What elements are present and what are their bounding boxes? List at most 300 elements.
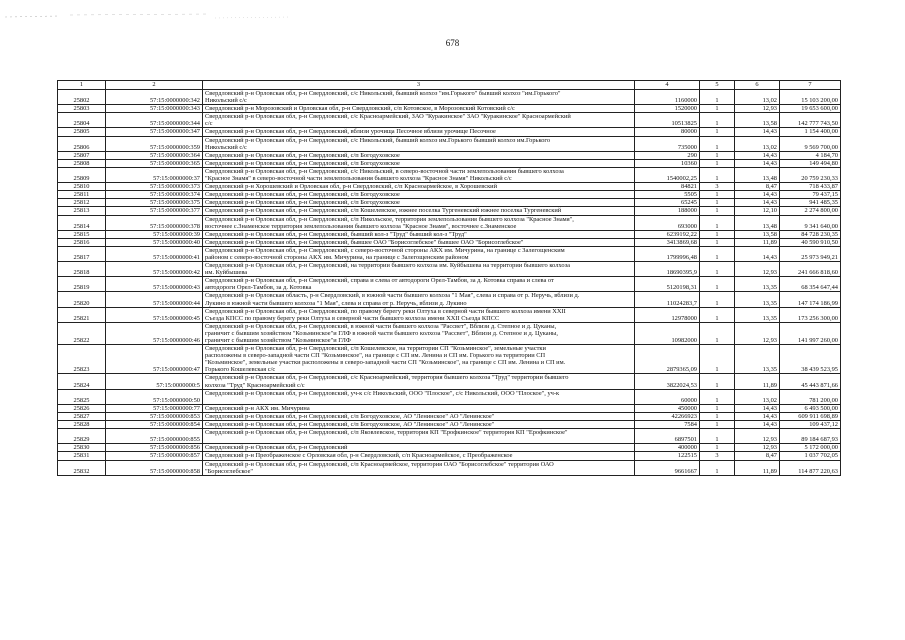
rate-value: 8,47: [735, 183, 780, 191]
location-description: [203, 262, 635, 277]
table-row: [58, 159, 841, 167]
description-line: Лукино в южной части бывшего колхоза "1 Мая", слева и справа от р. Неручь, вблизи д. Лукино: [205, 299, 467, 307]
row-number: 25826: [58, 404, 106, 412]
header-row: [58, 81, 841, 90]
total-value: 68 354 647,44: [780, 277, 841, 292]
description-line: граничит с бывшим хозяйством "Козьминское"и ГЛФ: [205, 337, 351, 344]
coefficient: 1: [700, 460, 735, 475]
description-line: Свердловский р-н Орловская обл, р-н Свердловский, с/п Никольское, территория землепользования бывшего колхоза "Красное Знамя",: [205, 215, 574, 223]
land-register-table: [57, 80, 841, 476]
description-line: Свердловский р-н Орловская обл, р-н Свердловский, по правому берегу реки Олтуха в северной части бывшего колхоза имени XXII: [205, 307, 566, 315]
location-description: [203, 452, 635, 460]
rate-value: 11,89: [735, 460, 780, 475]
cadastral-number: 57:15:0000000:347: [106, 128, 203, 136]
row-number: 25827: [58, 412, 106, 420]
page-number: 678: [445, 38, 460, 48]
table-body: [58, 90, 841, 476]
row-number: 25805: [58, 128, 106, 136]
total-value: 45 443 871,66: [780, 374, 841, 389]
total-value: 20 759 230,33: [780, 167, 841, 182]
location-description: [203, 345, 635, 374]
table-row: [58, 345, 841, 374]
area-value: 122515: [635, 452, 700, 460]
location-description: [203, 128, 635, 136]
total-value: 9 341 640,00: [780, 215, 841, 230]
area-value: 290: [635, 151, 700, 159]
area-value: 1160000: [635, 90, 700, 105]
rate-value: 13,35: [735, 292, 780, 307]
rate-value: 14,43: [735, 412, 780, 420]
description-line: колхоза "Труд" Красноармейский с/с: [205, 381, 305, 389]
coefficient: 1: [700, 238, 735, 246]
description-line: с/с: [205, 120, 213, 128]
column-header-1: 1: [58, 81, 106, 90]
description-line: Свердловский р-н Орловская обл, р-н Свердловский: [205, 444, 348, 452]
location-description: [203, 238, 635, 246]
description-line: расположены в северо-западной части СП "Козьминское", на границе с СП им. Ленина и СП им. Горького на территории СП: [205, 352, 546, 360]
area-value: 7584: [635, 421, 700, 429]
rate-value: 12,93: [735, 429, 780, 444]
area-value: 3413869,68: [635, 238, 700, 246]
cadastral-number: 57:15:0000000:50: [106, 389, 203, 404]
area-value: 84821: [635, 183, 700, 191]
area-value: 42266923: [635, 412, 700, 420]
row-number: 25821: [58, 307, 106, 322]
cadastral-number: 57:15:0000000:342: [106, 90, 203, 105]
total-value: 941 485,35: [780, 199, 841, 207]
description-line: Свердловский р-н Орловская обл, р-н Свердловский, с/с Красноармейский, ЗАО "Куракинское" ЗАО "Куракинское" Красноармейский: [205, 113, 571, 121]
total-value: 609 911 698,89: [780, 412, 841, 420]
coefficient: 1: [700, 412, 735, 420]
coefficient: 1: [700, 230, 735, 238]
description-line: Свердловский р-н Орловская обл, р-н Свердловский, с/п Кошелевское, на территории СП "Козьминское", земельные участки: [205, 345, 546, 353]
cadastral-number: 57:15:0000000:344: [106, 113, 203, 128]
location-description: [203, 136, 635, 151]
row-number: 25803: [58, 105, 106, 113]
description-line: Свердловский р-н Орловская обл, р-н Свердловский, с/с Красноармейский, территория бывшего колхоза "Труд" территории бывшего: [205, 374, 569, 382]
total-value: 109 437,12: [780, 421, 841, 429]
row-number: 25829: [58, 429, 106, 444]
rate-value: 14,43: [735, 159, 780, 167]
coefficient: 1: [700, 345, 735, 374]
rate-value: 13,58: [735, 230, 780, 238]
total-value: 89 184 687,93: [780, 429, 841, 444]
description-line: Свердловский р-н Морозовский и Орловская обл, р-н Свердловский, с/п Котовское, в Морозовский Котовский с/с: [205, 105, 515, 113]
location-description: [203, 444, 635, 452]
description-line: им. Куйбышева: [205, 269, 248, 277]
table-row: [58, 151, 841, 159]
row-number: 25822: [58, 322, 106, 344]
row-number: 25818: [58, 262, 106, 277]
column-header-2: 2: [106, 81, 203, 90]
area-value: 60000: [635, 389, 700, 404]
location-description: [203, 389, 635, 404]
description-line: Свердловский р-н Орловская обл, р-н Свердловский, с/п Богодуховское, АО "Ленинское" АО "Ленинское": [205, 412, 495, 420]
location-description: [203, 230, 635, 238]
description-line: граничит с бывшим хозяйством "Козьминское"и ГЛФ в южной части бывшего колхоза "Рассвет", Вблизи д. Степное и д. Цуканы,: [205, 329, 558, 337]
rate-value: 8,47: [735, 452, 780, 460]
description-line: "Козьминское", земельные участки расположены в северо-западной части СП "Козьминское", на границе с СП им. Ленина и СП им.: [205, 359, 566, 367]
coefficient: 1: [700, 207, 735, 215]
row-number: 25815: [58, 230, 106, 238]
description-line: Свердловский р-н Орловская обл, р-н Свердловский, бывшее ОАО "Борисоглебское" бывшее ОАО "Борисоглебское": [205, 238, 524, 246]
description-line: [205, 397, 632, 404]
table-row: [58, 322, 841, 344]
area-value: 6239192,22: [635, 230, 700, 238]
table-row: [58, 452, 841, 460]
table-row: [58, 460, 841, 475]
row-number: 25814: [58, 215, 106, 230]
cadastral-number: 57:15:0000000:40: [106, 238, 203, 246]
column-header-7: 7: [780, 81, 841, 90]
row-number: 25810: [58, 183, 106, 191]
cadastral-number: 57:15:0000000:41: [106, 246, 203, 261]
row-number: 25804: [58, 113, 106, 128]
description-line: Свердловский р-н Орловская обл, р-н Свердловский, справа и слева от автодороги Орел-Тамбов, за д. Котовка справа и слева от: [205, 277, 554, 285]
description-line: Свердловский р-н Орловская обл, р-н Свердловский, с/п Яковлевское, территория КП "Ерофкинское" территория КП "Ерофкинское": [205, 429, 568, 437]
cadastral-number: 57:15:0000000:378: [106, 215, 203, 230]
row-number: 25817: [58, 246, 106, 261]
coefficient: 1: [700, 262, 735, 277]
total-value: 173 256 300,00: [780, 307, 841, 322]
area-value: 65245: [635, 199, 700, 207]
cadastral-number: 57:15:0000000:858: [106, 460, 203, 475]
area-value: 400000: [635, 444, 700, 452]
total-value: 9 569 700,00: [780, 136, 841, 151]
cadastral-number: 57:15:0000000:77: [106, 404, 203, 412]
location-description: [203, 207, 635, 215]
row-number: 25819: [58, 277, 106, 292]
description-line: "Борисоглебское": [205, 467, 254, 475]
rate-value: 13,35: [735, 345, 780, 374]
cadastral-number: 57:15:0000000:37: [106, 167, 203, 182]
row-number: 25831: [58, 452, 106, 460]
description-line: Свердловский р-н Орловская обл, р-н Свердловский, вблизи урочища Песочное вблизи урочище Песочное: [205, 128, 496, 136]
area-value: 735000: [635, 136, 700, 151]
area-value: 9661667: [635, 460, 700, 475]
description-line: Свердловский р-н Орловская обл, р-н Свердловский, с/п Красноармейское, территория ОАО "Борисоглебское" территория ОАО: [205, 460, 554, 468]
table-row: [58, 191, 841, 199]
coefficient: 1: [700, 277, 735, 292]
total-value: 147 174 186,99: [780, 292, 841, 307]
coefficient: 1: [700, 429, 735, 444]
rate-value: 13,58: [735, 113, 780, 128]
table-row: [58, 421, 841, 429]
coefficient: 1: [700, 159, 735, 167]
rate-value: 14,43: [735, 246, 780, 261]
location-description: [203, 246, 635, 261]
coefficient: 1: [700, 128, 735, 136]
cadastral-number: 57:15:0000000:365: [106, 159, 203, 167]
scan-noise-top: [0, 10, 905, 24]
coefficient: 1: [700, 374, 735, 389]
description-line: Свердловский р-н АКХ им. Мичурина: [205, 404, 310, 412]
total-value: 114 877 220,63: [780, 460, 841, 475]
total-value: 781 200,00: [780, 389, 841, 404]
rate-value: 14,43: [735, 199, 780, 207]
area-value: 6897501: [635, 429, 700, 444]
coefficient: 3: [700, 183, 735, 191]
coefficient: 1: [700, 307, 735, 322]
table-row: [58, 167, 841, 182]
location-description: [203, 374, 635, 389]
cadastral-number: 57:15:0000000:857: [106, 452, 203, 460]
table-row: [58, 444, 841, 452]
total-value: 6 493 500,00: [780, 404, 841, 412]
cadastral-number: 57:15:0000000:375: [106, 199, 203, 207]
location-description: [203, 292, 635, 307]
location-description: [203, 322, 635, 344]
description-line: Свердловский р-н Орловская область, р-н Свердловский, в южной части бывшего колхоза "1 Мая", слева и справа от р. Неручь, вблизи д.: [205, 292, 580, 300]
table-row: [58, 128, 841, 136]
location-description: [203, 460, 635, 475]
coefficient: 3: [700, 452, 735, 460]
row-number: 25809: [58, 167, 106, 182]
rate-value: 14,43: [735, 151, 780, 159]
description-line: районом с северо-восточной стороны АКХ им. Мичурина, на границе с Залегощенским районом: [205, 253, 469, 261]
table-row: [58, 215, 841, 230]
table-row: [58, 113, 841, 128]
location-description: [203, 307, 635, 322]
description-line: Свердловский р-н Орловская обл, р-н Свердловский, уч-к с/с Никольский, ООО "Плоское", с/с Никольский, ООО "Плоское", уч-к: [205, 389, 560, 397]
area-value: 10513825: [635, 113, 700, 128]
cadastral-number: 57:15:0000000:374: [106, 191, 203, 199]
area-value: 11024283,7: [635, 292, 700, 307]
rate-value: 13,48: [735, 215, 780, 230]
table-row: [58, 374, 841, 389]
area-value: 5505: [635, 191, 700, 199]
total-value: 149 494,80: [780, 159, 841, 167]
total-value: 84 728 230,35: [780, 230, 841, 238]
area-value: 12978000: [635, 307, 700, 322]
total-value: 1 154 400,00: [780, 128, 841, 136]
rate-value: 12,10: [735, 207, 780, 215]
total-value: 19 653 600,00: [780, 105, 841, 113]
coefficient: 1: [700, 215, 735, 230]
description-line: Съезда КПСС по правому берегу реки Олтуха в северной части бывшего колхоза имени XXII Съезда КПСС: [205, 314, 500, 322]
column-header-3: 3: [203, 81, 635, 90]
coefficient: 1: [700, 199, 735, 207]
coefficient: 1: [700, 167, 735, 182]
row-number: 25832: [58, 460, 106, 475]
cadastral-number: 57:15:0000000:855: [106, 429, 203, 444]
area-value: 3822024,53: [635, 374, 700, 389]
total-value: 142 777 743,50: [780, 113, 841, 128]
location-description: [203, 167, 635, 182]
cadastral-number: 57:15:0000000:44: [106, 292, 203, 307]
area-value: 18690395,9: [635, 262, 700, 277]
coefficient: 1: [700, 389, 735, 404]
cadastral-number: 57:15:0000000:364: [106, 151, 203, 159]
area-value: 450000: [635, 404, 700, 412]
total-value: 141 997 260,00: [780, 322, 841, 344]
coefficient: 1: [700, 113, 735, 128]
rate-value: 12,93: [735, 444, 780, 452]
area-value: 1540002,25: [635, 167, 700, 182]
coefficient: 1: [700, 292, 735, 307]
cadastral-number: 57:15:0000000:856: [106, 444, 203, 452]
rate-value: 14,43: [735, 191, 780, 199]
description-line: [205, 436, 632, 443]
total-value: 79 437,15: [780, 191, 841, 199]
total-value: 38 439 523,95: [780, 345, 841, 374]
table-row: [58, 207, 841, 215]
coefficient: 1: [700, 246, 735, 261]
total-value: 718 433,87: [780, 183, 841, 191]
description-line: Свердловский р-н Орловская обл, р-н Свердловский, на территории бывшего колхоза им. Куйбышева на территории бывшего колхоза: [205, 262, 570, 270]
row-number: 25824: [58, 374, 106, 389]
location-description: [203, 404, 635, 412]
description-line: Никольский с/с: [205, 143, 247, 151]
location-description: [203, 412, 635, 420]
cadastral-number: 57:15:0000000:45: [106, 307, 203, 322]
location-description: [203, 215, 635, 230]
coefficient: 1: [700, 105, 735, 113]
rate-value: 13,35: [735, 277, 780, 292]
location-description: [203, 421, 635, 429]
column-header-6: 6: [735, 81, 780, 90]
table-row: [58, 230, 841, 238]
cadastral-number: 57:15:0000000:854: [106, 421, 203, 429]
cadastral-number: 57:15:0000000:47: [106, 345, 203, 374]
cadastral-number: 57:15:0000000:853: [106, 412, 203, 420]
table-row: [58, 262, 841, 277]
table-row: [58, 429, 841, 444]
location-description: [203, 277, 635, 292]
area-value: 80000: [635, 128, 700, 136]
rate-value: 12,93: [735, 105, 780, 113]
location-description: [203, 191, 635, 199]
cadastral-number: 57:15:0000000:359: [106, 136, 203, 151]
rate-value: 13,02: [735, 90, 780, 105]
row-number: 25813: [58, 207, 106, 215]
table-row: [58, 246, 841, 261]
description-line: Никольский с/с: [205, 97, 247, 105]
row-number: 25820: [58, 292, 106, 307]
description-line: восточнее с.Знаменское территория землепользования бывшего колхоза "Красное Знамя", восточнее с.Знаменское: [205, 222, 517, 230]
row-number: 25807: [58, 151, 106, 159]
cadastral-number: 57:15:0000000:46: [106, 322, 203, 344]
area-value: 188000: [635, 207, 700, 215]
description-line: Свердловский р-н Орловская обл, р-н Свердловский, с/п Богодуховское, АО "Ленинское" АО "Ленинское": [205, 421, 495, 429]
coefficient: 1: [700, 136, 735, 151]
cadastral-number: 57:15:0000000:39: [106, 230, 203, 238]
coefficient: 1: [700, 322, 735, 344]
area-value: 2879365,09: [635, 345, 700, 374]
coefficient: 1: [700, 404, 735, 412]
row-number: 25816: [58, 238, 106, 246]
description-line: Свердловский р-н Орловская обл, р-н Свердловский, с/п Богодуховское: [205, 159, 400, 167]
location-description: [203, 151, 635, 159]
description-line: Горького Кошелевская с/с: [205, 366, 276, 374]
table-row: [58, 277, 841, 292]
description-line: Свердловский р-н Преображенское с Орловская обл, р-н Свердловский, с/п Красноармейское, с Преображенское: [205, 452, 513, 460]
coefficient: 1: [700, 90, 735, 105]
rate-value: 14,43: [735, 404, 780, 412]
description-line: Свердловский р-н Орловская обл, р-н Свердловский, с/с Никольский, бывший колхоз им.Горького бывший колхоз им.Горького: [205, 136, 551, 144]
description-line: Свердловский р-н Орловская обл, р-н Свердловский, с/п Богодуховское: [205, 191, 400, 199]
description-line: Свердловский р-н Орловская обл, р-н Свердловский, бывший кол-з "Труд" бывший кол-з "Труд": [205, 230, 467, 238]
cadastral-number: 57:15:0000000:373: [106, 183, 203, 191]
table-row: [58, 238, 841, 246]
description-line: Свердловский р-н Орловская обл, р-н Свердловский, с/п Богодуховское: [205, 151, 400, 159]
cadastral-number: 57:15:0000000:43: [106, 277, 203, 292]
row-number: 25812: [58, 199, 106, 207]
rate-value: 14,43: [735, 421, 780, 429]
location-description: [203, 429, 635, 444]
total-value: 25 973 949,21: [780, 246, 841, 261]
coefficient: 1: [700, 191, 735, 199]
row-number: 25802: [58, 90, 106, 105]
area-value: 5120198,31: [635, 277, 700, 292]
cadastral-number: 57:15:0000000:5: [106, 374, 203, 389]
area-value: 10360: [635, 159, 700, 167]
description-line: автодороги Орел-Тамбов, за д. Котовка: [205, 284, 312, 292]
rate-value: 13,35: [735, 307, 780, 322]
coefficient: 1: [700, 444, 735, 452]
table-row: [58, 105, 841, 113]
total-value: 241 666 818,60: [780, 262, 841, 277]
description-line: Свердловский р-н Орловская обл, р-н Свердловский, с/с Никольский, бывший колхоз "им.Горького" бывший колхоз "им.Горького": [205, 90, 561, 97]
column-header-5: 5: [700, 81, 735, 90]
description-line: Свердловский р-н Орловская обл, р-н Свердловский, с/с Никольский, в северо-восточной части землепользования бывшего колхоза: [205, 167, 564, 175]
table-row: [58, 90, 841, 105]
row-number: 25830: [58, 444, 106, 452]
column-header-4: 4: [635, 81, 700, 90]
rate-value: 13,02: [735, 136, 780, 151]
description-line: Свердловский р-н Орловская обл, р-н Свердловский, с/п Богодуховское: [205, 199, 400, 207]
rate-value: 12,93: [735, 322, 780, 344]
table-row: [58, 389, 841, 404]
location-description: [203, 183, 635, 191]
description-line: Свердловский р-н Орловская обл, р-н Свердловский, в южной части бывшего колхоза "Рассвет", Вблизи д. Степное и д. Цуканы,: [205, 322, 557, 330]
rate-value: 11,89: [735, 374, 780, 389]
location-description: [203, 90, 635, 105]
description-line: "Красное Знамя" в северо-восточной части землепользования бывшего колхоза "Красное Знамя" Никольский с/с: [205, 175, 512, 183]
description-line: Свердловский р-н Хорошевский и Орловская обл, р-н Свердловский, с/п Красноармейское, в Хорошевский: [205, 183, 498, 191]
description-line: Свердловский р-н Орловская обл, р-н Свердловский, с северо-восточной стороны АКХ им. Мичурина, на границе с Залегощенским: [205, 246, 565, 254]
row-number: 25828: [58, 421, 106, 429]
rate-value: 11,89: [735, 238, 780, 246]
location-description: [203, 105, 635, 113]
rate-value: 13,48: [735, 167, 780, 182]
row-number: 25811: [58, 191, 106, 199]
cadastral-number: 57:15:0000000:343: [106, 105, 203, 113]
table-row: [58, 307, 841, 322]
table-row: [58, 412, 841, 420]
area-value: 1799996,48: [635, 246, 700, 261]
row-number: 25825: [58, 389, 106, 404]
rate-value: 13,02: [735, 389, 780, 404]
row-number: 25823: [58, 345, 106, 374]
rate-value: 12,93: [735, 262, 780, 277]
total-value: 4 184,70: [780, 151, 841, 159]
row-number: 25806: [58, 136, 106, 151]
table-row: [58, 404, 841, 412]
total-value: 15 103 200,00: [780, 90, 841, 105]
location-description: [203, 159, 635, 167]
cadastral-number: 57:15:0000000:42: [106, 262, 203, 277]
area-value: 693000: [635, 215, 700, 230]
rate-value: 14,43: [735, 128, 780, 136]
area-value: 1520000: [635, 105, 700, 113]
location-description: [203, 113, 635, 128]
location-description: [203, 199, 635, 207]
total-value: 5 172 000,00: [780, 444, 841, 452]
table-row: [58, 199, 841, 207]
description-line: Свердловский р-н Орловская обл, р-н Свердловский, с/п Кошелевское, южнее поселка Тургеневский южнее поселка Тургеневский: [205, 207, 562, 215]
table-row: [58, 183, 841, 191]
